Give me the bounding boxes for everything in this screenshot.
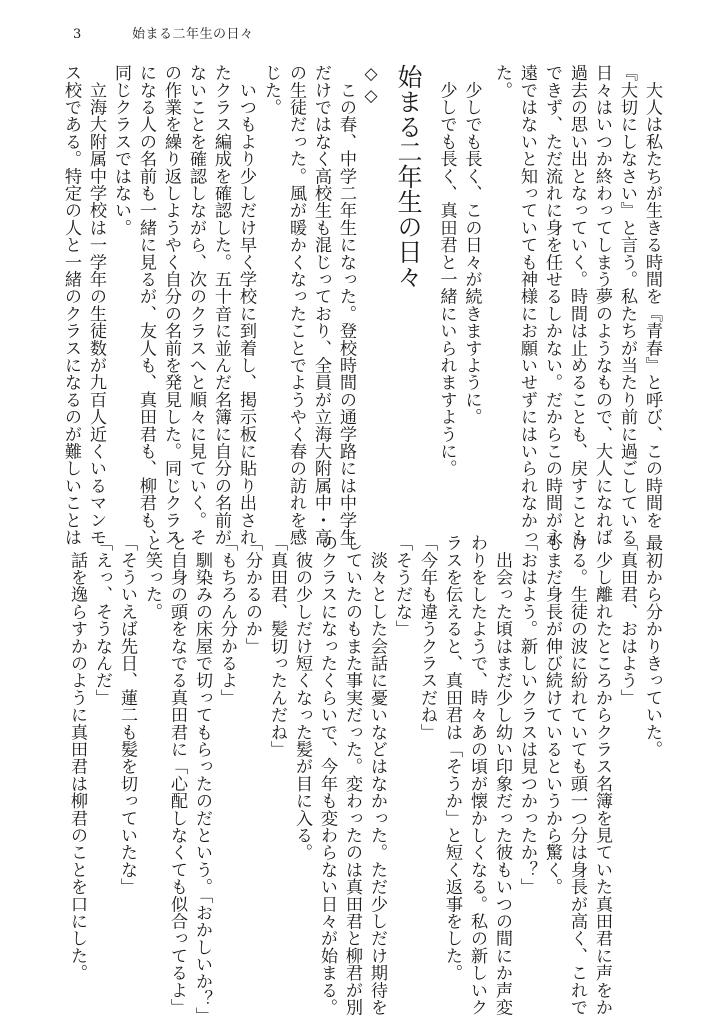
page-number: 3 (73, 27, 82, 42)
text-line: 「分かるのか」 (242, 534, 262, 655)
text-line: わりをしたようで、時々あの頃が懐かしくなる。私の新しいク (467, 534, 487, 1016)
text-line: 過去の思い出となっていく。時間は止めることも、戻すことも (567, 64, 587, 546)
text-line: になる人の名前も一緒に見るが、友人も、真田君も、柳君も、 (136, 64, 156, 546)
text-line: 少しでも長く、真田君と一緒にいられますように。 (436, 64, 457, 477)
text-line: だけではなく高校生も混じっており、全員が立海大附属中・高 (311, 64, 331, 546)
text-line: 遠ではないと知っていても神様にお願いせずにはいられなかっ (517, 64, 537, 546)
text-line: 「真田君、おはよう」 (617, 534, 637, 706)
text-line: 「そういえば先日、蓮二も髪を切っていたな」 (117, 534, 137, 896)
chapter-title: 始まる二年生の日々 (394, 64, 423, 289)
upper-text-band (58, 64, 664, 546)
text-line: 『大切にしなさい』と言う。私たちが当たり前に過ごしている (617, 64, 637, 546)
text-line: 彼の少しだけ短くなった髪が目に入る。 (292, 534, 312, 861)
text-line: 「真田君、髪切ったんだね」 (267, 534, 287, 758)
text-line: ける。生徒の波に紛れていても頭一つ分は身長が高く、これで (567, 534, 587, 1016)
text-line: 日々はいつか終わってしまう夢のようなもので、大人になれば (592, 64, 612, 546)
running-header: 始まる二年生の日々 (132, 27, 254, 42)
text-line: 「今年も違うクラスだね」 (417, 534, 437, 741)
text-line: と自身の頭をなでる真田君に「心配しなくても似合ってるよ」 (167, 534, 187, 1016)
text-line: 話を逸らすかのように真田君は柳君のことを口にした。 (67, 534, 87, 982)
text-line: この春、中学二年生になった。登校時間の通学路には中学生 (336, 64, 356, 546)
text-line: 淡々とした会話に憂いなどはなかった。ただ少しだけ期待を (367, 534, 387, 1016)
text-line: 馴染みの床屋で切ってもらったのだという。「おかしいか？」 (192, 534, 212, 1024)
text-line: のクラスになったくらいで、今年も変わらない日々が始まる。 (317, 534, 337, 1016)
text-line: 「えっ、そうなんだ」 (92, 534, 112, 706)
text-line: 少し離れたところからクラス名簿を見ていた真田君に声をか (592, 534, 612, 1016)
text-line: できず、ただ流れに身を任せるしかない。だからこの時間が永 (542, 64, 562, 546)
text-line: ラスを伝えると、真田君は「そうか」と短く返事をした。 (442, 534, 462, 982)
text-line: ないことを確認しながら、次のクラスへと順々に見ていく。そ (186, 64, 206, 546)
section-mark: ◇◇ (361, 64, 381, 108)
text-line: ス校である。特定の人と一緒のクラスになるのが難しいことは (61, 64, 81, 546)
text-line: 「そうだな」 (392, 534, 412, 638)
text-line: 立海大附属中学校は一学年の生徒数が九百人近くいるマンモ (86, 64, 106, 546)
text-line: いつもより少しだけ早く学校に到着し、掲示板に貼り出され (236, 64, 256, 546)
text-line: 同じクラスではない。 (111, 64, 131, 236)
text-line: の生徒だった。風が暖かくなったことでようやく春の訪れを感 (286, 64, 306, 546)
text-line: の作業を繰り返しようやく自分の名前を発見した。同じクラス (161, 64, 181, 546)
text-line: 出会った頃はまだ少し幼い印象だった彼もいつの間にか声変 (492, 534, 512, 1016)
text-line: た。 (492, 64, 512, 99)
lower-text-band (58, 534, 664, 1024)
text-line: 「もちろん分かるよ」 (217, 534, 237, 706)
text-line: 少しでも長く、この日々が続きますように。 (461, 64, 482, 426)
text-line: たクラス編成を確認した。五十音に並んだ名簿に自分の名前が (211, 64, 231, 546)
text-line: もまだ身長が伸び続けているというから驚く。 (542, 534, 562, 896)
text-line: 最初から分かりきっていた。 (642, 534, 662, 758)
text-line: じた。 (261, 64, 281, 116)
text-line: 「おはよう。新しいクラスは見つかったか？」 (517, 534, 537, 896)
text-line: していたのもまた事実だった。変わったのは真田君と柳君が別 (342, 534, 362, 1016)
text-line: 大人は私たちが生きる時間を『青春』と呼び、この時間を (642, 64, 662, 529)
text-line: と笑った。 (142, 534, 162, 620)
